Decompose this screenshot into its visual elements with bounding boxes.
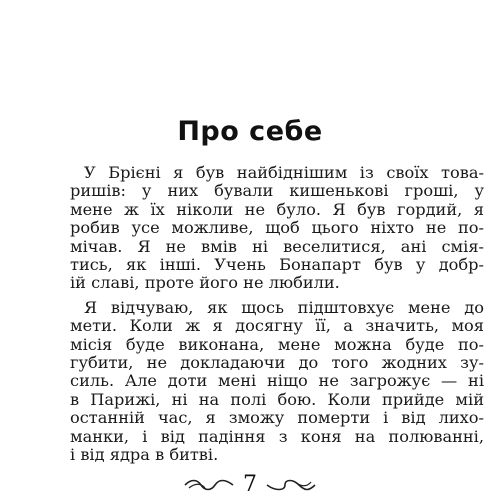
text-line: ій славі, проте його не любили.: [70, 273, 340, 292]
page-number: 7: [243, 472, 257, 497]
text-line: останній час, я зможу померти і від лихо-: [70, 408, 484, 427]
text-line: в Парижі, ні на полі бою. Коли прийде мій: [70, 390, 484, 409]
chapter-title: Про себе: [177, 116, 323, 147]
text-line: мічав. Я не вмів ні веселитися, ані смія-: [70, 237, 484, 256]
swirl-ornament-icon: [183, 478, 235, 492]
text-line: і від ядра в битві.: [70, 445, 219, 464]
swirl-ornament-icon: [265, 478, 317, 492]
text-line: манки, і від падіння з коня на полюванні,: [70, 427, 484, 446]
text-line: місія буде виконана, мене можна буде по-: [70, 335, 484, 354]
text-line: силь. Але доти мені ніщо не загрожує — ні: [70, 371, 484, 390]
text-line: У Брієні я був найбіднішим із своїх това-: [84, 163, 484, 182]
text-line: ришів: у них бували кишенькові гроші, у: [70, 181, 484, 200]
text-line: робив усе можливе, щоб цього ніхто не по-: [70, 218, 484, 237]
text-line: мети. Коли ж я досягну її, а значить, моя: [70, 316, 484, 335]
text-line: тись, як інші. Учень Бонапарт був у добр-: [70, 255, 484, 274]
text-line: Я відчуваю, як щось підштовхує мене до: [84, 298, 484, 317]
text-line: губити, не докладаючи до того жодних зу-: [70, 353, 484, 372]
text-line: мене ж їх ніколи не було. Я був гордий, я: [70, 200, 484, 219]
page-footer: [0, 474, 500, 496]
